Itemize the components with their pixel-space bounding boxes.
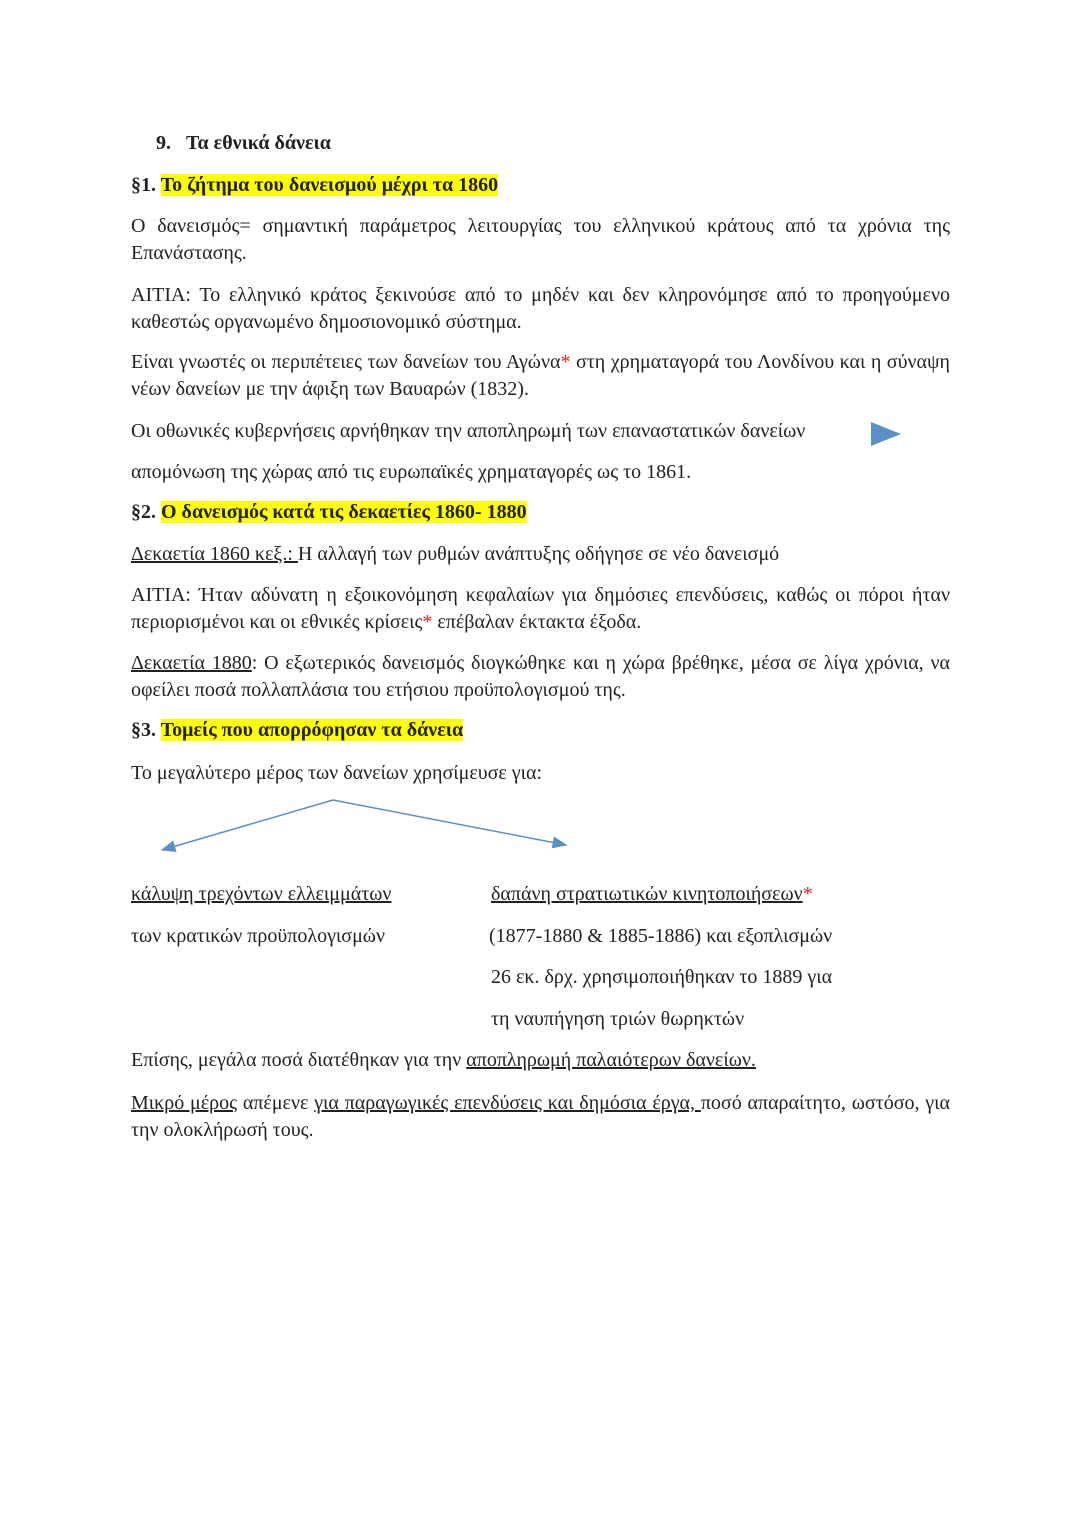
asterisk-note: * [802,883,813,905]
section-3-label: §3. [131,719,156,741]
s2-p3-decade-label: Δεκαετία 1880 [131,652,252,674]
s3-p2-underlined-1: Μικρό μέρος [131,1092,238,1114]
s2-p2-text-a: ΑΙΤΙΑ: Ήταν αδύνατη η εξοικονόμηση κεφαλαίων για δημόσιες επενδύσεις, καθώς οι πόροι ήταν περιορισμένοι και οι εθνικές κρίσεις [131,584,950,633]
right-branch-line-3: 26 εκ. δρχ. χρησιμοποιήθηκαν το 1889 για [491,966,833,988]
right-branch-line-4: τη ναυπήγηση τριών θωρηκτών [491,1008,745,1030]
section-1-label: §1. [131,174,156,196]
section-1-title: Το ζήτημα του δανεισμού μέχρι τα 1860 [160,174,499,196]
s1-p3-text-b: στη χρηματαγορά του Λονδίνου και η σύναψη νέων δανείων με την άφιξη των Βαυαρών (1832). [131,351,950,400]
s3-p2-underlined-2: για παραγωγικές επενδύσεις και δημόσια έργα, [314,1092,701,1114]
section-3-title: Τομείς που απορρόφησαν τα δάνεια [160,719,464,741]
s1-paragraph-5: απομόνωση της χώρας από τις ευρωπαϊκές χρηματαγορές ως το 1861. [131,461,692,483]
section-2-title: Ο δανεισμός κατά τις δεκαετίες 1860- 1880 [161,501,527,523]
s1-paragraph-2: ΑΙΤΙΑ: Το ελληνικό κράτος ξεκινούσε από το μηδέν και δεν κληρονόμησε από το προηγούμενο καθεστώς οργανωμένο δημοσιονομικό σύστημα. [131,284,950,333]
title-text: Τα εθνικά δάνεια [186,132,331,154]
right-branch-line-2: (1877-1880 & 1885-1886) και εξοπλισμών [489,925,833,947]
s3-p1-text: Επίσης, μεγάλα ποσά διατέθηκαν για την [131,1049,467,1071]
s3-intro: Το μεγαλύτερο μέρος των δανείων χρησίμευσε για: [131,762,543,784]
right-branch-title [491,881,813,908]
s1-paragraph-4: Οι οθωνικές κυβερνήσεις αρνήθηκαν την αποπληρωμή των επαναστατικών δανείων [131,420,806,442]
s3-p2-text-a: απέμενε [237,1092,315,1114]
s3-paragraph-2 [131,1090,950,1144]
section-2-label: §2. [131,501,156,523]
s1-paragraph-1: Ο δανεισμός= σημαντική παράμετρος λειτουργίας του ελληνικού κράτους από τα χρόνια της Επανάστασης. [131,215,950,264]
s2-p3-text: : Ο εξωτερικός δανεισμός διογκώθηκε και η χώρα βρέθηκε, μέσα σε λίγα χρόνια, να οφείλει ποσά πολλαπλάσια του ετήσιου προϋπολογισμού της. [131,652,951,701]
s3-paragraph-1 [131,1047,950,1074]
asterisk-note: * [422,611,433,633]
branch-arrow-right-icon [333,800,566,845]
left-branch-title: κάλυψη τρεχόντων ελλειμμάτων [131,883,392,905]
s2-p2-text-b: επέβαλαν έκτακτα έξοδα. [432,611,642,633]
s2-p1-decade-label: Δεκαετία 1860 κεξ.: [131,543,298,565]
s1-p3-text-a: Είναι γνωστές οι περιπέτειες των δανείων του Αγώνα [131,351,561,373]
title-number: 9. [156,132,171,154]
right-branch-title-text: δαπάνη στρατιωτικών κινητοποιήσεων [491,883,803,905]
asterisk-note: * [560,351,571,373]
s2-p1-text: Η αλλαγή των ρυθμών ανάπτυξης οδήγησε σε νέο δανεισμό [297,543,780,565]
left-branch-text: των κρατικών προϋπολογισμών [131,925,386,947]
branch-arrow-left-icon [162,800,333,850]
s3-p2-text-b: ποσό απαραίτητο, ωστόσο, για την ολοκλήρωσή τους. [131,1092,950,1141]
s3-p1-underlined: αποπληρωμή παλαιότερων δανείων. [466,1049,756,1071]
